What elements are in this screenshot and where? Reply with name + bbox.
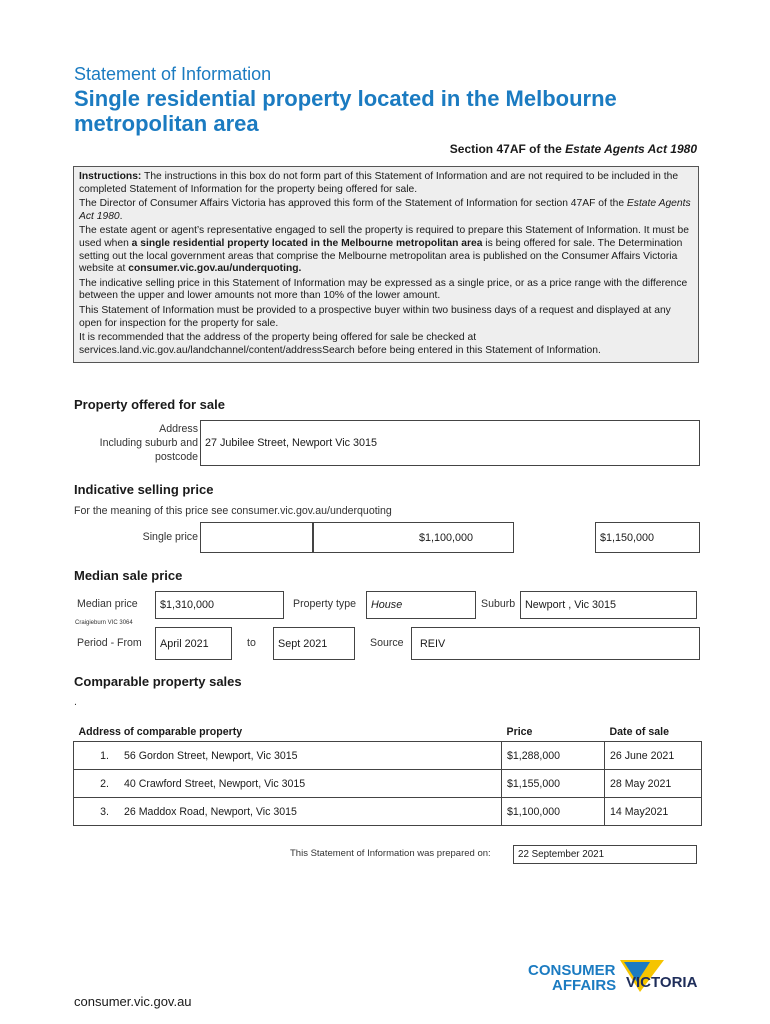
logo-line-1: CONSUMER — [528, 962, 616, 979]
period-from-field[interactable] — [155, 627, 232, 660]
property-heading: Property offered for sale — [74, 397, 225, 412]
address-label — [74, 422, 198, 464]
prepared-label: This Statement of Information was prepared on: — [290, 848, 491, 859]
address-value: 27 Jubilee Street, Newport Vic 3015 — [205, 437, 378, 449]
property-type-field[interactable] — [366, 591, 476, 619]
instructions-p6: It is recommended that the address of the property being offered for sale be checked at services.land.vic.gov.au/landchannel/content/addressSearch before being entered in this Statement of Information. — [79, 332, 601, 356]
consumer-affairs-victoria-logo — [528, 958, 704, 1008]
table-row — [74, 742, 702, 770]
period-from-label: Period - From — [77, 637, 142, 649]
selling-price-heading: Indicative selling price — [74, 482, 214, 497]
section-reference — [450, 142, 697, 156]
section-prefix: Section 47AF of the — [449, 142, 566, 156]
page-title: Single residential property located in the Melbourne metropolitan area — [74, 86, 617, 136]
price-range-high-field[interactable] — [595, 522, 700, 553]
address-label-2: Including suburb and — [99, 437, 198, 449]
row-number: 2. — [74, 770, 120, 798]
instructions-bold: Instructions: — [79, 171, 142, 182]
instructions-p4: The indicative selling price in this Statement of Information may be expressed as a single price, or as a price range with the difference between the upper and lower amounts not more than 10% of the lower amount. — [79, 277, 688, 302]
row-date[interactable]: 14 May2021 — [605, 798, 702, 826]
logo-line-3: VICTORIA — [626, 974, 698, 991]
suburb-field[interactable] — [520, 591, 697, 619]
price-range-low-field[interactable] — [313, 522, 514, 553]
prepared-date: 22 September 2021 — [518, 849, 605, 860]
col-address-header: Address of comparable property — [74, 723, 502, 742]
period-from-value: April 2021 — [160, 637, 209, 650]
logo-line-2: AFFAIRS — [552, 977, 617, 994]
single-price-label: Single price — [142, 531, 198, 543]
address-label-3: postcode — [155, 451, 198, 463]
row-price[interactable]: $1,100,000 — [502, 798, 605, 826]
median-price-label: Median price — [77, 598, 138, 610]
footer-url[interactable]: consumer.vic.gov.au — [74, 994, 192, 1009]
period-to-label: to — [247, 637, 256, 649]
suburb-label: Suburb — [481, 598, 516, 610]
table-row — [74, 798, 702, 826]
address-label-1: Address — [159, 423, 198, 435]
instructions-p2-end: . — [119, 210, 123, 222]
instructions-p2-act: Estate Agents Act 1980 — [79, 198, 691, 222]
price-range-low: $1,100,000 — [418, 531, 473, 544]
section-act: Estate Agents Act 1980 — [565, 142, 697, 156]
instructions-p5: This Statement of Information must be provided to a prospective buyer within two business days of a request and displayed at any open for inspection for the property for sale. — [79, 304, 671, 329]
col-date-header: Date of sale — [605, 723, 702, 742]
source-field[interactable] — [411, 627, 700, 660]
row-price[interactable]: $1,288,000 — [502, 742, 605, 770]
small-note: Craigieburn VIC 3064 — [75, 620, 133, 626]
median-heading: Median sale price — [74, 568, 183, 583]
instructions-p3-bold: a single residential property located in the Melbourne metropolitan area — [131, 237, 483, 249]
instructions-p1: The instructions in this box do not form part of this Statement of Information and are not required to be included in the completed Statement of Information for the property being offered for sale. — [79, 171, 679, 195]
property-type-value: House — [371, 599, 403, 611]
address-field[interactable] — [200, 420, 700, 466]
row-address[interactable]: 56 Gordon Street, Newport, Vic 3015 — [119, 742, 502, 770]
median-price-field[interactable] — [155, 591, 284, 619]
instructions-box — [73, 166, 699, 363]
underquoting-link[interactable]: consumer.vic.gov.au/underquoting. — [128, 263, 302, 275]
row-price[interactable]: $1,155,000 — [502, 770, 605, 798]
prepared-date-field[interactable] — [513, 845, 697, 864]
suburb-value: Newport , Vic 3015 — [525, 599, 617, 611]
instructions-p3a: The estate agent or agent’s representative engaged to sell the property is required to prepare this Statement of Information. It must be used when — [79, 225, 689, 249]
row-number: 1. — [74, 742, 120, 770]
row-date[interactable]: 26 June 2021 — [605, 742, 702, 770]
row-number: 3. — [74, 798, 120, 826]
instructions-p3b: is being offered for sale. The Determination setting out the local government areas that comprise the Melbourne metropolitan area is published on the Consumer Affairs Victoria website at — [79, 237, 683, 275]
comparables-heading: Comparable property sales — [74, 674, 242, 689]
source-label: Source — [370, 637, 404, 649]
row-address[interactable]: 40 Crawford Street, Newport, Vic 3015 — [119, 770, 502, 798]
median-price-value: $1,310,000 — [160, 599, 215, 611]
single-price-field[interactable] — [200, 522, 313, 553]
price-meaning: For the meaning of this price see consumer.vic.gov.au/underquoting — [74, 505, 392, 517]
period-to-field[interactable] — [273, 627, 355, 660]
table-row — [74, 770, 702, 798]
instructions-p2: The Director of Consumer Affairs Victoria has approved this form of the Statement of Information for section 47AF of the — [79, 198, 627, 210]
property-type-label: Property type — [293, 598, 357, 610]
comparables-dot: . — [74, 696, 77, 708]
row-address[interactable]: 26 Maddox Road, Newport, Vic 3015 — [119, 798, 502, 826]
comparables-table — [73, 723, 702, 826]
col-price-header: Price — [502, 723, 605, 742]
source-value: REIV — [420, 637, 446, 650]
period-to-value: Sept 2021 — [278, 637, 328, 650]
price-range-high: $1,150,000 — [600, 531, 655, 544]
table-header — [74, 723, 702, 742]
pre-title: Statement of Information — [74, 64, 272, 84]
row-date[interactable]: 28 May 2021 — [605, 770, 702, 798]
